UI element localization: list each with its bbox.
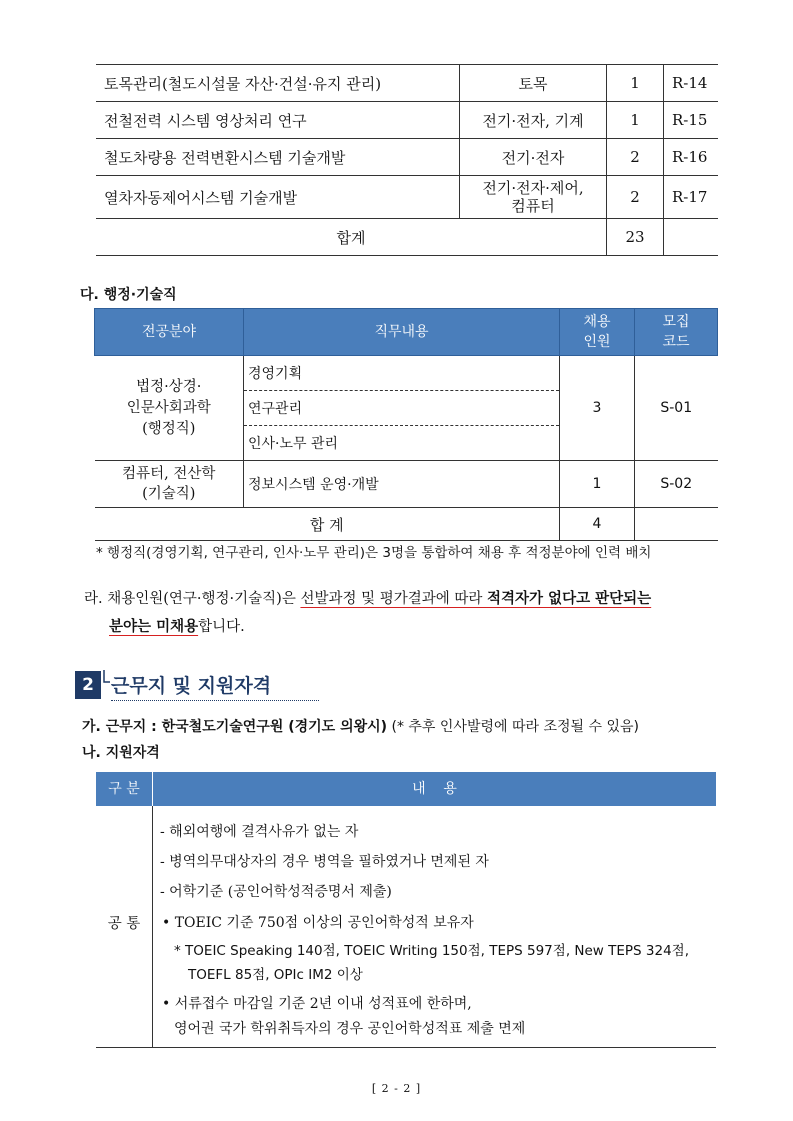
admin-positions-table — [94, 308, 718, 541]
qualification-table-header — [96, 772, 716, 806]
empty-cell — [664, 219, 719, 256]
count-cell: 2 — [607, 176, 664, 219]
header-code-line: 모집 — [662, 314, 690, 330]
table-row — [96, 176, 718, 219]
major-group2 — [95, 461, 244, 508]
count-cell: 1 — [607, 102, 664, 139]
header-major: 전공분야 — [95, 309, 244, 356]
list-item: TOEFL 85점, OPIc IM2 이상 — [188, 967, 363, 983]
table-row — [95, 461, 718, 508]
major-line: (기술직) — [142, 486, 196, 502]
count-cell: 2 — [607, 139, 664, 176]
header-hire-line: 인원 — [583, 334, 611, 350]
list-item: - 해외여행에 결격사유가 없는 자 — [160, 824, 359, 840]
list-item: - 어학기준 (공인어학성적증명서 제출) — [160, 884, 392, 900]
page-number: [ 2 - 2 ] — [371, 1082, 422, 1095]
header-content: 내 용 — [412, 781, 457, 797]
code-cell: S-02 — [635, 461, 718, 508]
major-cell — [460, 176, 607, 219]
count-cell: 1 — [560, 461, 635, 508]
major-line: 법정·상경· — [136, 378, 202, 395]
column-divider — [152, 806, 153, 1047]
notice-text: 합니다. — [198, 619, 245, 635]
major-cell: 토목 — [460, 65, 607, 102]
qualification-table-body — [96, 806, 716, 1048]
table-row — [96, 65, 718, 102]
total-row — [95, 508, 718, 541]
notice-text: 라. 채용인원(연구·행정·기술직)은 — [84, 591, 301, 607]
duty-cell: 정보시스템 운영·개발 — [244, 461, 560, 508]
header-hire — [560, 309, 635, 356]
table-row — [96, 139, 718, 176]
list-item: 영어권 국가 학위취득자의 경우 공인어학성적표 제출 면제 — [174, 1021, 526, 1037]
research-positions-table — [96, 64, 718, 256]
total-value: 23 — [607, 219, 664, 256]
table-row — [96, 102, 718, 139]
field-cell: 철도차량용 전력변환시스템 기술개발 — [96, 139, 460, 176]
code-cell: R-16 — [664, 139, 719, 176]
header-code — [635, 309, 718, 356]
major-line: 전기·전자·제어, — [482, 179, 584, 197]
workplace-label: 가. 근무지 : 한국철도기술연구원 (경기도 의왕시) — [82, 719, 388, 735]
major-cell: 전기·전자 — [460, 139, 607, 176]
section-title: 근무지 및 지원자격 — [111, 671, 319, 701]
code-cell: S-01 — [635, 356, 718, 461]
notice-underlined: 선발과정 및 평가결과에 따라 — [300, 591, 487, 607]
code-cell: R-15 — [664, 102, 719, 139]
field-cell: 토목관리(철도시설물 자산·건설·유지 관리) — [96, 65, 460, 102]
row-label: 공 통 — [107, 916, 141, 932]
major-group1 — [95, 356, 244, 461]
header-duty: 직무내용 — [244, 309, 560, 356]
admin-note: * 행정직(경영기획, 연구관리, 인사·노무 관리)은 3명을 통합하여 채용 후 적정분야에 인력 배치 — [96, 545, 652, 561]
count-cell: 3 — [560, 356, 635, 461]
total-label: 합 계 — [95, 508, 560, 541]
major-line: 인문사회과학 — [126, 399, 211, 416]
total-row — [96, 219, 718, 256]
section-number: 2 — [75, 671, 101, 699]
header-row — [95, 309, 718, 356]
list-item: • TOEIC 기준 750점 이상의 공인어학성적 보유자 — [162, 915, 474, 931]
header-code-line: 코드 — [662, 334, 690, 350]
workplace-line — [82, 716, 639, 736]
duty-cell: 연구관리 — [244, 391, 560, 426]
field-cell: 전철전력 시스템 영상처리 연구 — [96, 102, 460, 139]
notice-line — [84, 613, 724, 641]
total-label: 합계 — [96, 219, 607, 256]
empty-cell — [635, 508, 718, 541]
major-line: 컴퓨터 — [511, 197, 555, 215]
major-line: 컴퓨터, 전산학 — [122, 466, 216, 482]
major-line: (행정직) — [142, 420, 196, 437]
header-hire-line: 채용 — [583, 314, 611, 330]
list-item: - 병역의무대상자의 경우 병역을 필하였거나 면제된 자 — [160, 854, 489, 870]
workplace-note: (* 추후 인사발령에 따라 조정될 수 있음) — [387, 719, 639, 735]
list-item: * TOEIC Speaking 140점, TOEIC Writing 150점, TEPS 597점, New TEPS 324점, — [174, 943, 690, 959]
code-cell: R-17 — [664, 176, 719, 219]
table-row — [95, 356, 718, 391]
list-item: • 서류접수 마감일 기준 2년 이내 성적표에 한하며, — [162, 996, 472, 1012]
code-cell: R-14 — [664, 65, 719, 102]
duty-cell: 경영기획 — [244, 356, 560, 391]
duty-cell: 인사·노무 관리 — [244, 426, 560, 461]
header-category: 구 분 — [108, 781, 140, 797]
corner-mark-icon — [103, 669, 106, 683]
notice-bold: 분야는 미채용 — [109, 619, 199, 635]
count-cell: 1 — [607, 65, 664, 102]
notice-bold: 적격자가 없다고 판단되는 — [486, 591, 652, 607]
admin-heading: 다. 행정·기술직 — [80, 287, 177, 303]
total-value: 4 — [560, 508, 635, 541]
qualification-heading: 나. 지원자격 — [82, 745, 160, 761]
notice-line — [84, 585, 724, 613]
major-cell: 전기·전자, 기계 — [460, 102, 607, 139]
field-cell: 열차자동제어시스템 기술개발 — [96, 176, 460, 219]
selection-notice — [84, 585, 724, 641]
